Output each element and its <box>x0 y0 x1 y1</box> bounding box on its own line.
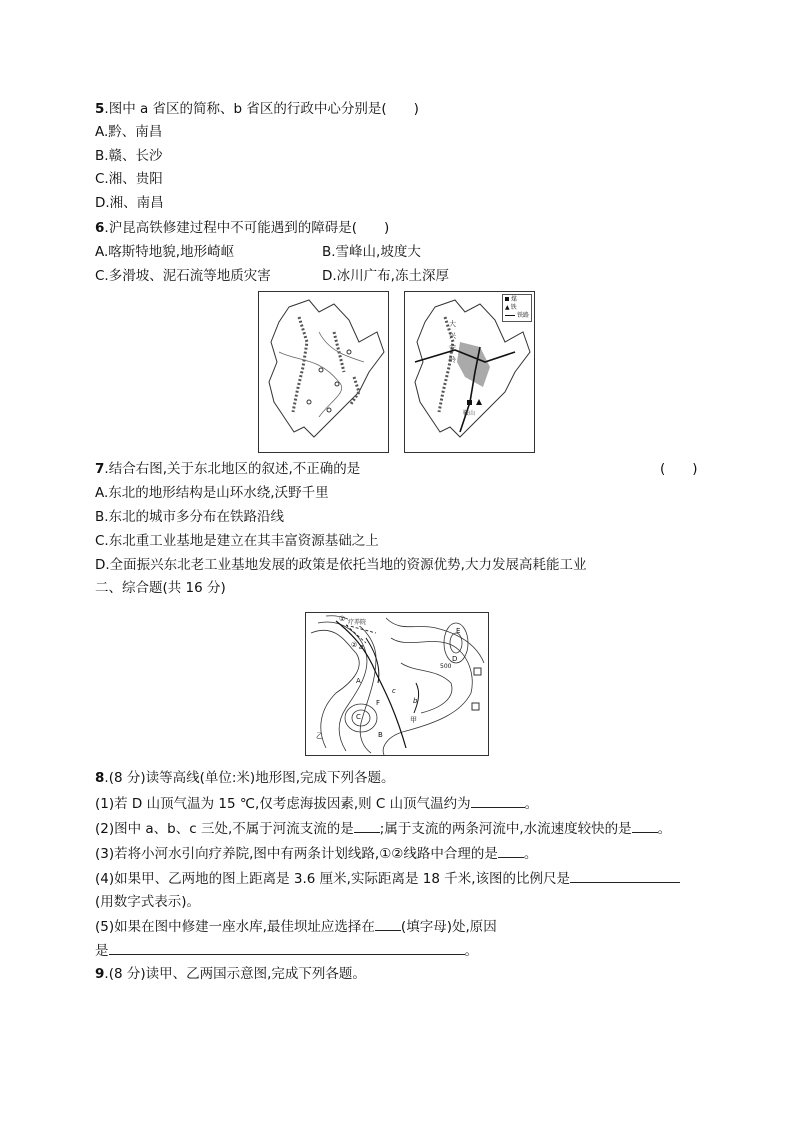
q5-stem: 5.图中 a 省区的简称、b 省区的行政中心分别是( ) <box>95 101 419 117</box>
map-legend <box>502 294 532 322</box>
northeast-map-left-drawing <box>259 292 388 452</box>
railway-legend-icon <box>505 315 515 316</box>
label-a: a <box>359 643 364 651</box>
label-F: F <box>376 699 381 707</box>
q8-sub5-blank-2[interactable] <box>109 940 465 955</box>
q6-options-row1 <box>95 242 421 262</box>
q8-sub4-blank[interactable] <box>570 868 680 883</box>
contour-map <box>305 612 489 756</box>
iron-legend-icon: ▲ <box>504 304 510 311</box>
label-sanatorium: 疗养院 <box>348 619 367 626</box>
q8-sub2: (2)图中 a、b、c 三处,不属于河流支流的是 ;属于支流的两条河流中,水流速度较快的是 。 <box>95 818 671 839</box>
section-2-heading: 二、综合题(共 16 分) <box>95 580 226 596</box>
q8-sub4: (4)如果甲、乙两地的图上距离是 3.6 厘米,实际距离是 18 千米,该图的比例尺是 <box>95 868 680 889</box>
label-E: E <box>456 627 461 635</box>
anshan-label: 鞍山 <box>463 410 476 417</box>
q6-option-a: A.喀斯特地貌,地形崎岖 <box>95 244 235 260</box>
q7-stem: 7.结合右图,关于东北地区的叙述,不正确的是 ( ) <box>95 461 698 477</box>
q8-sub3-blank[interactable] <box>498 843 524 858</box>
q8-sub1-blank[interactable] <box>471 793 525 808</box>
label-C: C <box>356 713 361 721</box>
q6-option-c: C.多滑坡、泥石流等地质灾害 <box>95 268 271 284</box>
label-500: 500 <box>440 663 452 670</box>
q7-answer-paren: ( ) <box>660 461 698 477</box>
q6-stem: 6.沪昆高铁修建过程中不可能遇到的障碍是( ) <box>95 220 390 236</box>
q5-option-d: D.湘、南昌 <box>95 195 164 211</box>
q8-stem: 8.(8 分)读等高线(单位:米)地形图,完成下列各题。 <box>95 770 395 786</box>
coal-legend-icon <box>505 297 509 301</box>
label-route-1: ① <box>339 615 346 623</box>
mountain-range-label: 大 兴 安 岭 <box>449 320 456 364</box>
q7-option-c: C.东北重工业基地是建立在其丰富资源基础之上 <box>95 533 379 549</box>
q6-option-b: B.雪峰山,坡度大 <box>322 244 421 260</box>
q8-sub4-cont: (用数字式表示)。 <box>95 894 201 910</box>
q8-sub1: (1)若 D 山顶气温为 15 ℃,仅考虑海拔因素,则 C 山顶气温约为 。 <box>95 793 538 814</box>
label-c: c <box>392 687 396 695</box>
q6-option-d: D.冰川广布,冻土深厚 <box>322 268 449 284</box>
northeast-map-right <box>404 291 535 453</box>
q5-option-c: C.湘、贵阳 <box>95 171 163 187</box>
q7-option-d: D.全面振兴东北老工业基地发展的政策是依托当地的资源优势,大力发展高耗能工业 <box>95 557 587 573</box>
contour-map-drawing <box>306 613 488 755</box>
label-route-2: ② <box>351 641 358 649</box>
label-D: D <box>452 655 458 663</box>
q7-option-b: B.东北的城市多分布在铁路沿线 <box>95 509 285 525</box>
q8-sub2-blank-2[interactable] <box>632 818 658 833</box>
q8-sub5-blank-1[interactable] <box>375 916 401 931</box>
q6-options-row2 <box>95 266 449 286</box>
q8-sub5-cont: 是 。 <box>95 940 478 961</box>
legend-coal: 煤 <box>510 296 517 303</box>
northeast-map-left <box>258 291 389 453</box>
label-A: A <box>356 677 361 685</box>
label-B: B <box>378 731 383 739</box>
q7-option-a: A.东北的地形结构是山环水绕,沃野千里 <box>95 485 329 501</box>
q5-option-a: A.黔、南昌 <box>95 124 163 140</box>
q8-sub2-blank-1[interactable] <box>354 818 380 833</box>
legend-iron: 铁 <box>510 304 517 311</box>
q5-option-b: B.赣、长沙 <box>95 148 163 164</box>
label-b: b <box>413 697 418 705</box>
label-yi: 乙 <box>316 732 323 740</box>
q8-sub3: (3)若将小河水引向疗养院,图中有两条计划线路,①②线路中合理的是 。 <box>95 843 537 864</box>
label-jia: 甲 <box>410 716 417 724</box>
q8-sub5: (5)如果在图中修建一座水库,最佳坝址应选择在 (填字母)处,原因 <box>95 916 497 937</box>
q9-stem: 9.(8 分)读甲、乙两国示意图,完成下列各题。 <box>95 966 366 982</box>
legend-railway: 铁路 <box>516 312 529 319</box>
